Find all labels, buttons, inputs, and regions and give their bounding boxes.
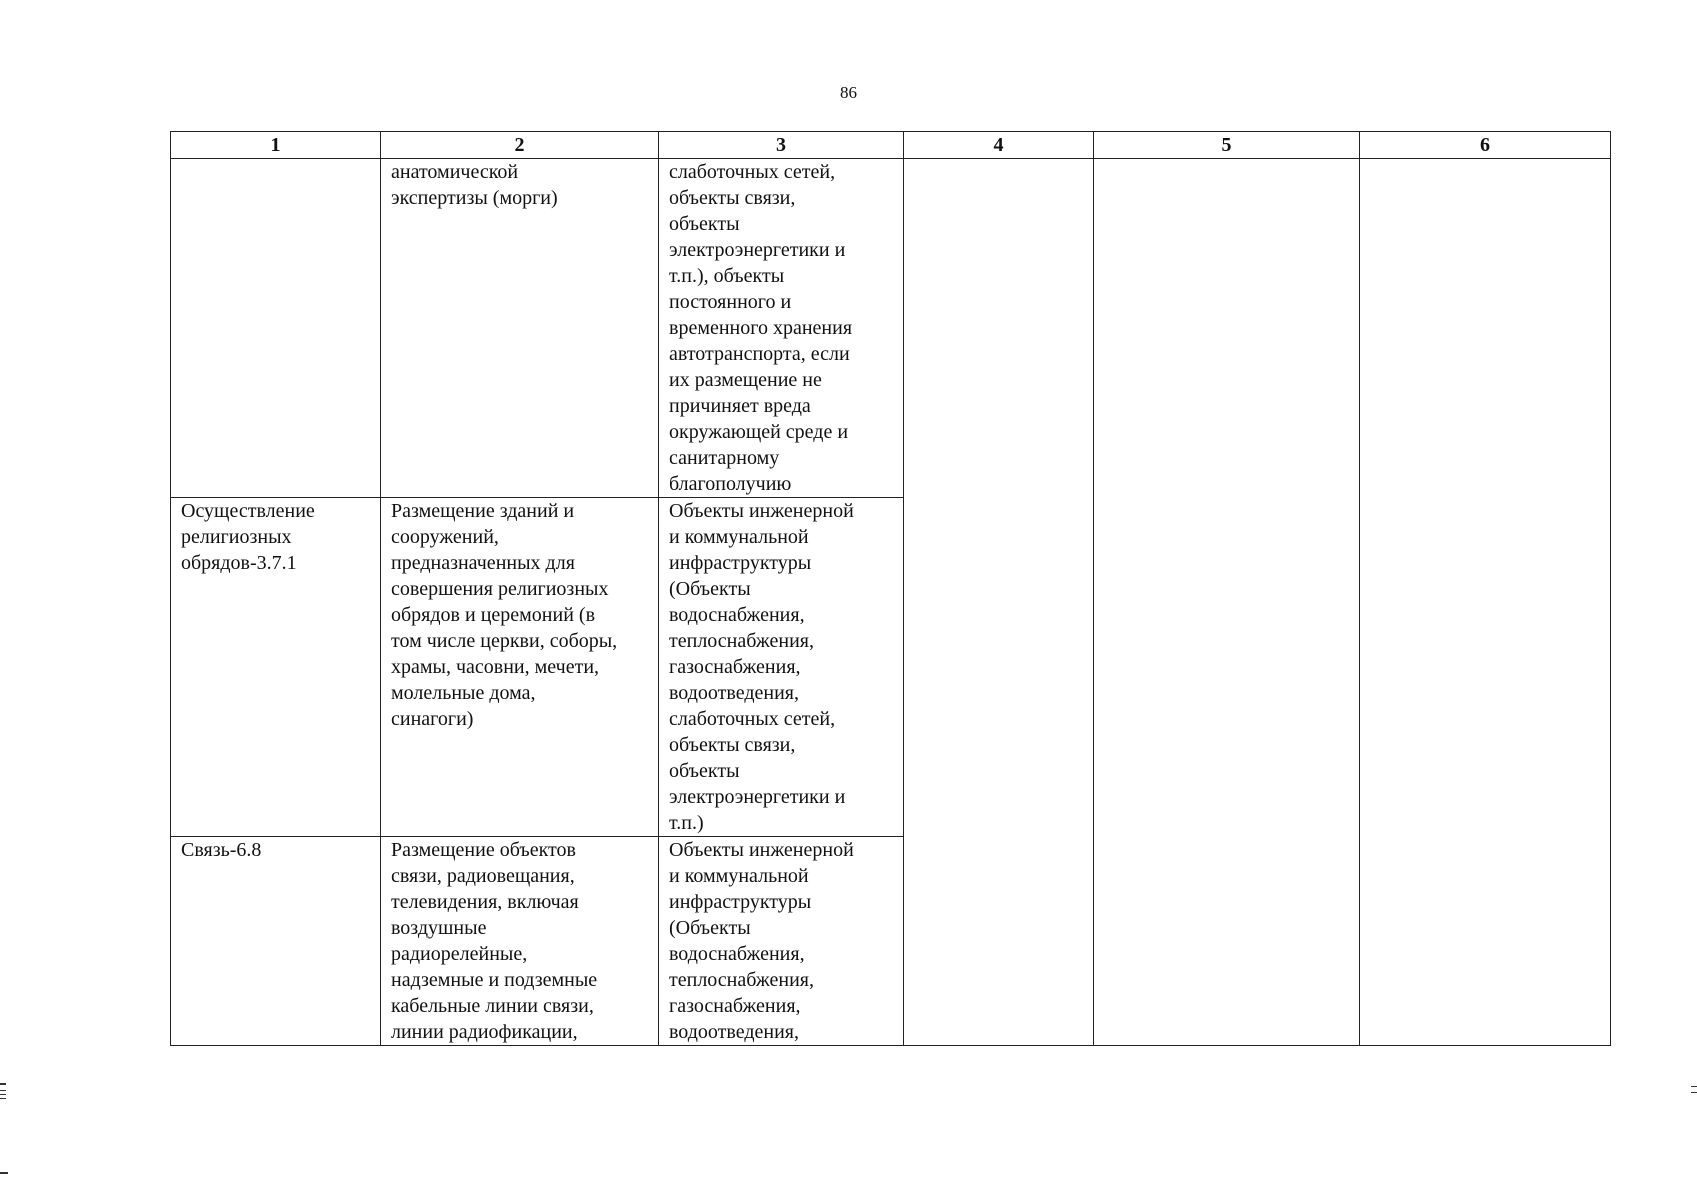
auxiliary-use-text: слаботочных сетей, объекты связи, объекты электроэнергетики и т.п.), объекты постоянного и временного хранения автотранспорта, если их размещение не причиняет вреда окружающей среде и санитарному благополучию	[669, 161, 853, 495]
scan-artifact	[0, 1083, 6, 1085]
description-text: Размещение объектов связи, радиовещания, телевидения, включая воздушные радиорелейные, надземные и подземные кабельные линии связи, линии радиофикации,	[391, 839, 598, 1043]
page-number: 86	[840, 83, 857, 102]
column-header-6: 6	[1360, 132, 1611, 159]
description-text: анатомической экспертизы (морги)	[391, 161, 558, 209]
use-type-text: Осуществление религиозных обрядов-3.7.1	[181, 500, 315, 574]
column-header-5: 5	[1094, 132, 1360, 159]
description-cell	[381, 159, 659, 498]
scan-artifact	[1691, 1086, 1697, 1087]
use-type-text: Связь-6.8	[181, 839, 262, 861]
regulations-table	[170, 131, 1611, 1046]
description-text: Размещение зданий и сооружений, предназначенных для совершения религиозных обрядов и церемоний (в том числе церкви, соборы, храмы, часовни, мечети, молельные дома, синагоги)	[391, 500, 618, 730]
column-6-cell	[1360, 159, 1611, 1046]
use-type-cell	[171, 837, 381, 1046]
description-cell	[381, 837, 659, 1046]
auxiliary-use-cell	[659, 837, 904, 1046]
scan-artifact	[0, 1094, 6, 1095]
description-cell	[381, 498, 659, 837]
table-header-row	[171, 132, 1611, 159]
scan-artifact	[0, 1098, 6, 1099]
table-row	[171, 159, 1611, 498]
column-header-4: 4	[904, 132, 1094, 159]
column-header-3: 3	[659, 132, 904, 159]
column-5-cell	[1094, 159, 1360, 1046]
column-header-1: 1	[171, 132, 381, 159]
auxiliary-use-cell	[659, 498, 904, 837]
column-4-cell	[904, 159, 1094, 1046]
scan-artifact	[0, 1090, 6, 1091]
auxiliary-use-text: Объекты инженерной и коммунальной инфраструктуры (Объекты водоснабжения, теплоснабжения, газоснабжения, водоотведения, слаботочных сетей, объекты связи, объекты электроэнергетики и т.п.)	[669, 500, 854, 834]
use-type-cell	[171, 159, 381, 498]
auxiliary-use-text: Объекты инженерной и коммунальной инфраструктуры (Объекты водоснабжения, теплоснабжения, газоснабжения, водоотведения,	[669, 839, 854, 1043]
scan-artifact	[1691, 1092, 1697, 1093]
scan-artifact	[0, 1172, 8, 1174]
auxiliary-use-cell	[659, 159, 904, 498]
use-type-cell	[171, 498, 381, 837]
column-header-2: 2	[381, 132, 659, 159]
